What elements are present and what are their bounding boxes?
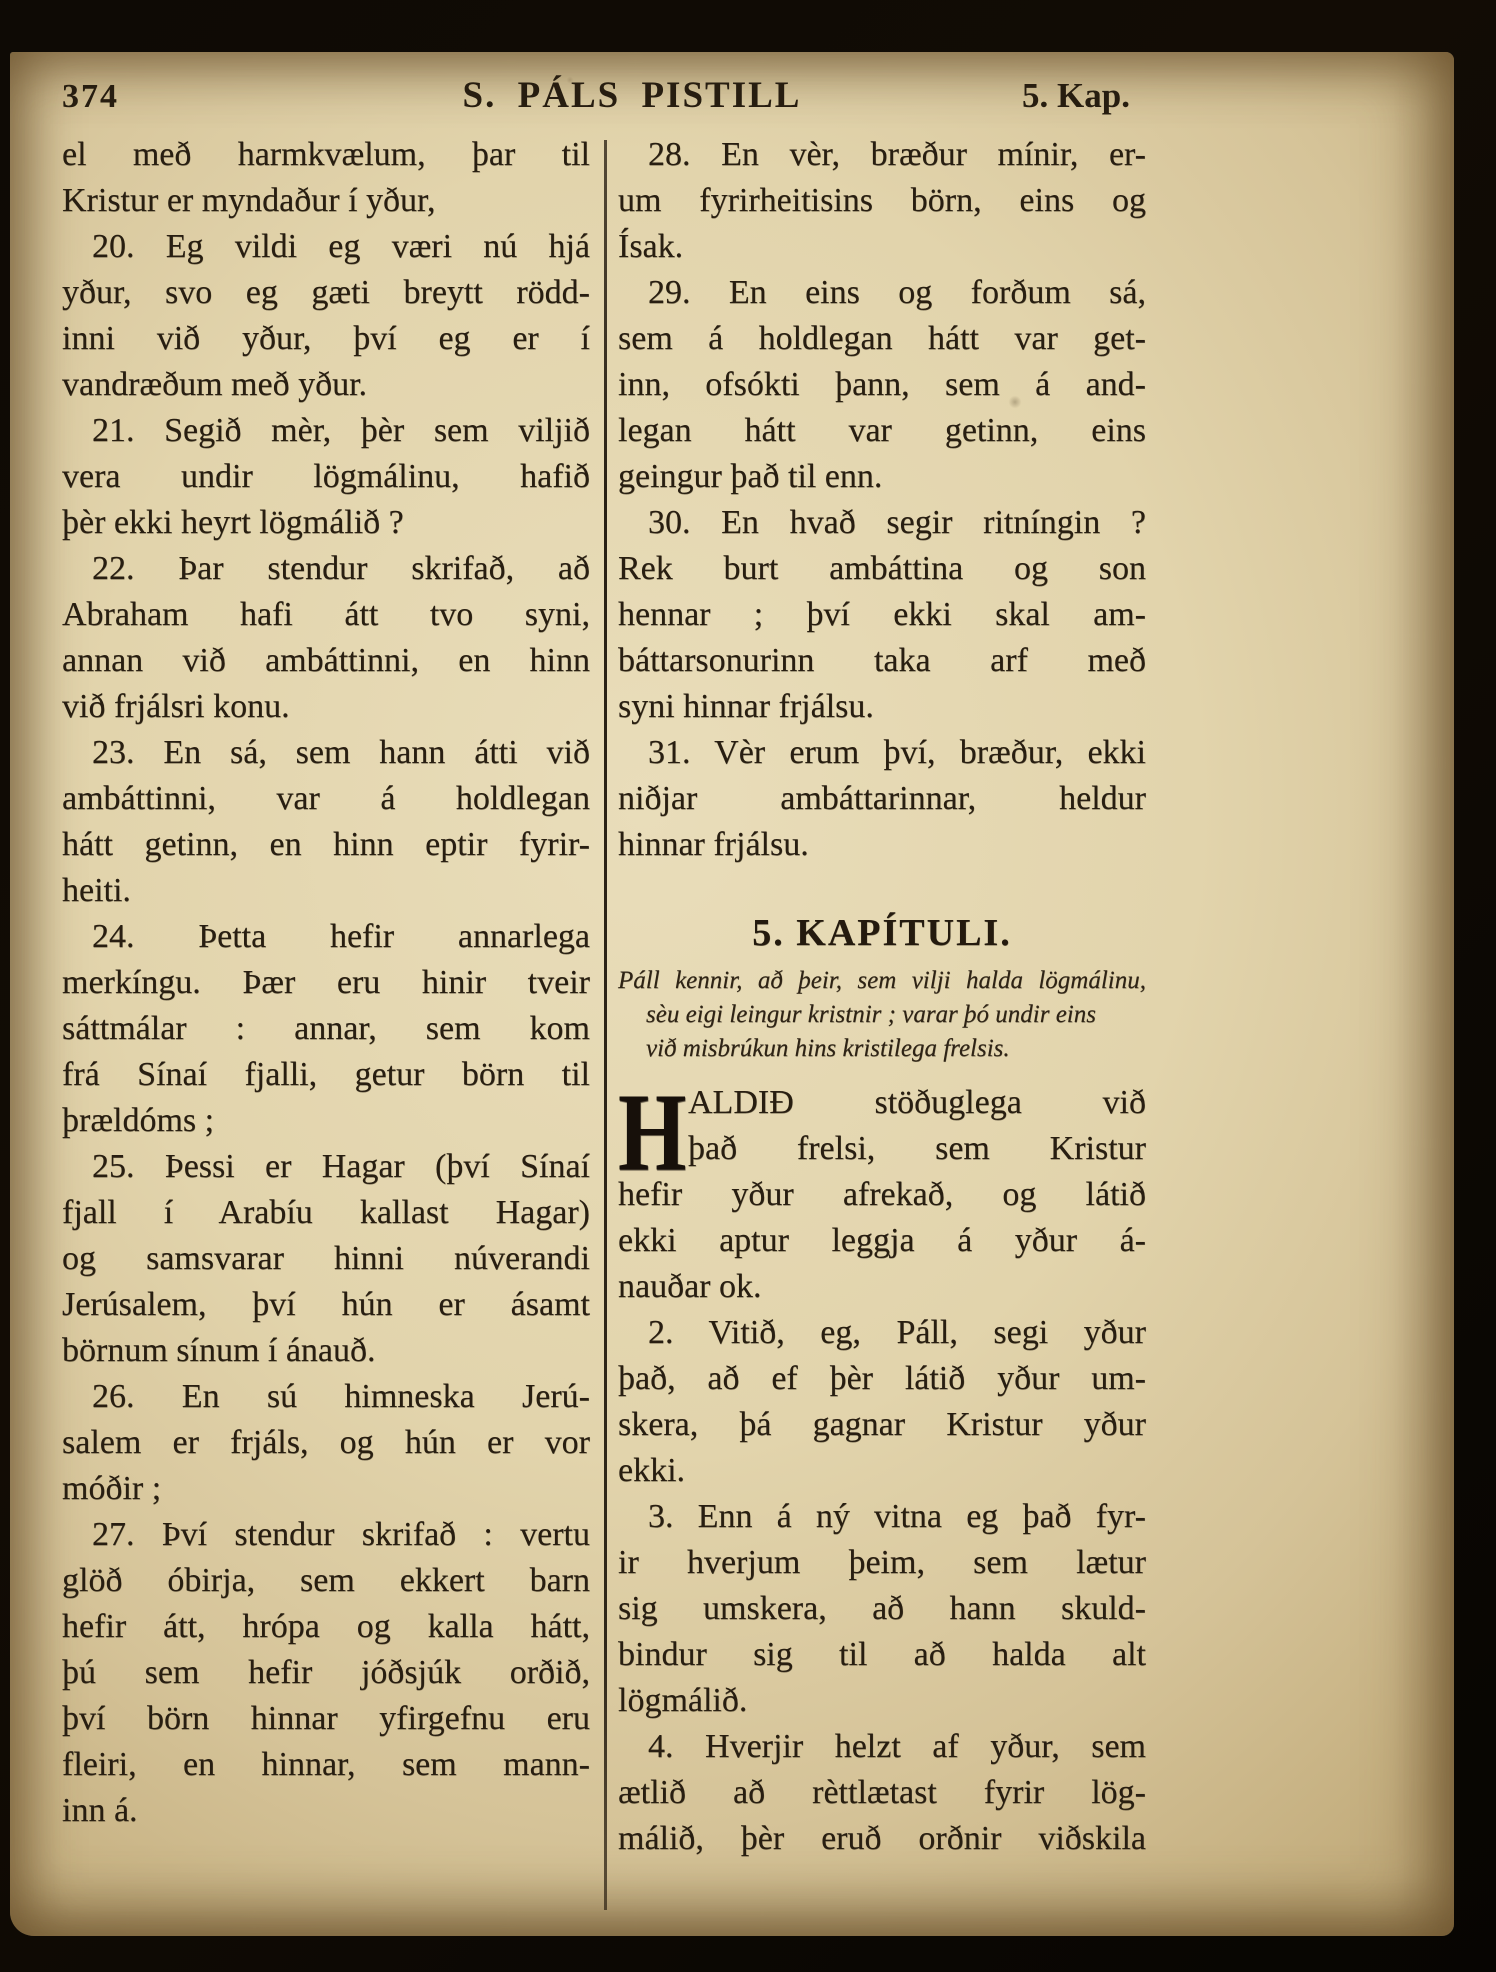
text-line: fleiri, en hinnar, sem mann- (62, 1746, 590, 1783)
text-line: inn, ofsókti þann, sem á and- (618, 366, 1146, 403)
text-line: þèr ekki heyrt lögmálið ? (62, 504, 404, 541)
text-line: salem er frjáls, og hún er vor (62, 1424, 590, 1461)
text-line: móðir ; (62, 1470, 162, 1507)
text-line: og samsvarar hinni núverandi (62, 1240, 590, 1277)
text-line: legan hátt var getinn, eins (618, 412, 1146, 449)
text-line: hefir yður afrekað, og látið (618, 1176, 1146, 1213)
text-line: 2. Vitið, eg, Páll, segi yður (648, 1314, 1146, 1351)
text-line: 25. Þessi er Hagar (því Sínaí (92, 1148, 590, 1185)
page-header (10, 72, 1454, 126)
text-line: yður, svo eg gæti breytt rödd- (62, 274, 590, 311)
chapter-heading: 5. KAPÍTULI. (752, 912, 1012, 954)
text-line: vera undir lögmálinu, hafið (62, 458, 590, 495)
text-line: 28. En vèr, bræður mínir, er- (648, 136, 1146, 173)
text-line: 31. Vèr erum því, bræður, ekki (648, 734, 1146, 771)
text-line: ekki aptur leggja á yður á- (618, 1222, 1146, 1259)
text-line: börnum sínum í ánauð. (62, 1332, 376, 1369)
text-line: ætlið að rèttlætast fyrir lög- (618, 1774, 1146, 1811)
text-line: merkíngu. Þær eru hinir tveir (62, 964, 590, 1001)
text-line: þrældóms ; (62, 1102, 215, 1139)
text-line: sèu eigi leingur kristnir ; varar þó undir eins (646, 1001, 1096, 1028)
text-line: við misbrúkun hins kristilega frelsis. (646, 1035, 1010, 1062)
text-line: hefir átt, hrópa og kalla hátt, (62, 1608, 590, 1645)
page-number: 374 (62, 78, 119, 115)
text-line: 26. En sú himneska Jerú- (92, 1378, 590, 1415)
text-line: 30. En hvað segir ritníngin ? (648, 504, 1146, 541)
text-line: Páll kennir, að þeir, sem vilji halda lögmálinu, (618, 967, 1146, 994)
text-line: frá Sínaí fjalli, getur börn til (62, 1056, 590, 1093)
text-line: glöð óbirja, sem ekkert barn (62, 1562, 590, 1599)
chapter-label: 5. Kap. (1022, 76, 1130, 115)
right-column (618, 132, 1146, 1862)
text-line: fjall í Arabíu kallast Hagar) (62, 1194, 590, 1231)
text-line: sig umskera, að hann skuld- (618, 1590, 1146, 1627)
drop-cap: H (618, 1072, 687, 1195)
text-line: syni hinnar frjálsu. (618, 688, 874, 725)
text-line: það, að ef þèr látið yður um- (618, 1360, 1146, 1397)
chapter-body-text (618, 1072, 1146, 1862)
chapter-summary (618, 964, 1146, 1066)
chapter-body (618, 1072, 1146, 1862)
text-line: 27. Því stendur skrifað : vertu (92, 1516, 590, 1553)
text-line: heiti. (62, 872, 131, 909)
text-line: Kristur er myndaður í yður, (62, 182, 436, 219)
text-line: el með harmkvælum, þar til (62, 136, 590, 173)
text-line: ambáttinni, var á holdlegan (62, 780, 590, 817)
text-line: 29. En eins og forðum sá, (648, 274, 1146, 311)
text-line: geingur það til enn. (618, 458, 883, 495)
column-divider (604, 140, 607, 1910)
text-line: 22. Þar stendur skrifað, að (92, 550, 590, 587)
text-line: 20. Eg vildi eg væri nú hjá (92, 228, 590, 265)
running-title: S. PÁLS PISTILL (462, 75, 802, 116)
text-line: ir hverjum þeim, sem lætur (618, 1544, 1146, 1581)
text-line: Jerúsalem, því hún er ásamt (62, 1286, 590, 1323)
text-line: sem á holdlegan hátt var get- (618, 320, 1146, 357)
text-line: því börn hinnar yfirgefnu eru (62, 1700, 590, 1737)
text-line: 24. Þetta hefir annarlega (92, 918, 590, 955)
text-line: 23. En sá, sem hann átti við (92, 734, 590, 771)
text-line: ALDIÐ stöðuglega við (688, 1084, 1146, 1121)
text-line: inn á. (62, 1792, 138, 1829)
book-page (10, 52, 1454, 1936)
text-line: 3. Enn á ný vitna eg það fyr- (648, 1498, 1146, 1535)
text-line: þú sem hefir jóðsjúk orðið, (62, 1654, 590, 1691)
text-line: báttarsonurinn taka arf með (618, 642, 1146, 679)
text-line: ekki. (618, 1452, 686, 1489)
text-line: 4. Hverjir helzt af yður, sem (648, 1728, 1146, 1765)
left-column-text (62, 132, 590, 1834)
text-line: málið, þèr eruð orðnir viðskila (618, 1820, 1146, 1857)
text-line: um fyrirheitisins börn, eins og (618, 182, 1146, 219)
text-line: sáttmálar : annar, sem kom (62, 1010, 590, 1047)
text-line: bindur sig til að halda alt (618, 1636, 1146, 1673)
text-line: niðjar ambáttarinnar, heldur (618, 780, 1146, 817)
text-line: lögmálið. (618, 1682, 748, 1719)
right-column-verses (618, 132, 1146, 868)
text-line: hennar ; því ekki skal am- (618, 596, 1146, 633)
text-line: nauðar ok. (618, 1268, 762, 1305)
text-line: við frjálsri konu. (62, 688, 290, 725)
text-line: vandræðum með yður. (62, 366, 368, 403)
text-line: hinnar frjálsu. (618, 826, 809, 863)
text-line: hátt getinn, en hinn eptir fyrir- (62, 826, 590, 863)
text-line: Rek burt ambáttina og son (618, 550, 1146, 587)
text-line: það frelsi, sem Kristur (688, 1130, 1146, 1167)
text-line: annan við ambáttinni, en hinn (62, 642, 590, 679)
text-line: Ísak. (618, 228, 684, 265)
text-line: inni við yður, því eg er í (62, 320, 590, 357)
text-line: skera, þá gagnar Kristur yður (618, 1406, 1146, 1443)
text-line: 21. Segið mèr, þèr sem viljið (92, 412, 590, 449)
text-line: Abraham hafi átt tvo syni, (62, 596, 590, 633)
